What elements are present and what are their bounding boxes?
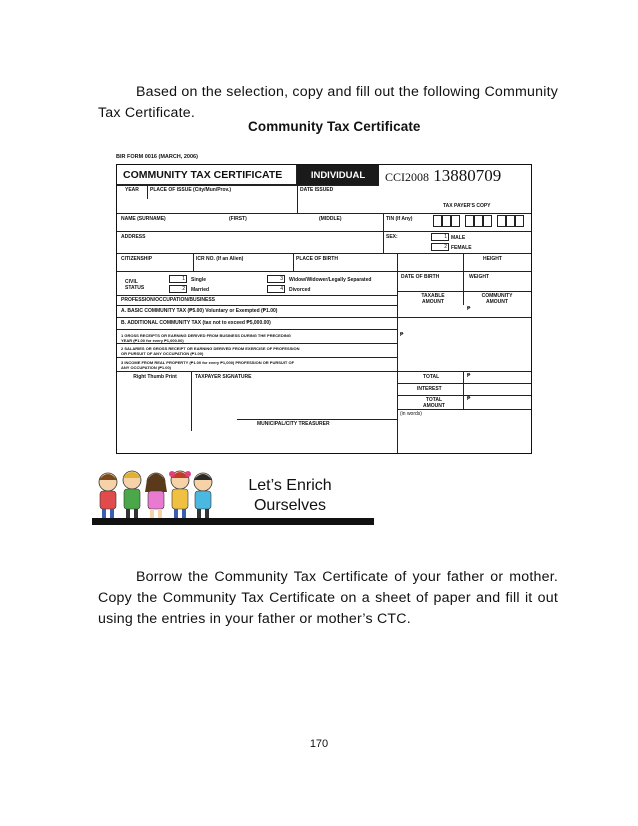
form-type: INDIVIDUAL <box>297 165 379 185</box>
form-heading: Community Tax Certificate <box>248 119 421 134</box>
serial-number: 13880709 <box>433 166 502 185</box>
item-2: 2 SALARIES OR GROSS RECEIPT OR EARNING DERIVED FROM EXERCISE OF PROFESSION OR PURSUIT OF ANY OCCUPATION (₱1.00) <box>121 346 300 356</box>
signature-label: TAXPAYER SIGNATURE <box>195 374 252 380</box>
peso-item: ₱ <box>400 332 404 338</box>
first-label: (FIRST) <box>229 216 247 222</box>
form-title: COMMUNITY TAX CERTIFICATE <box>117 165 297 185</box>
total-amount-label: TOTAL AMOUNT <box>423 397 445 409</box>
female-box: 2 <box>431 243 449 251</box>
bir-form-label: BIR FORM 0016 (MARCH, 2006) <box>116 154 198 160</box>
kid-2 <box>123 471 141 519</box>
peso-total: ₱ <box>467 373 471 379</box>
page-number: 170 <box>309 738 329 750</box>
sex-label: SEX: <box>386 234 398 240</box>
height-label: HEIGHT <box>483 256 502 262</box>
peso-basic: ₱ <box>467 306 471 312</box>
single-label: Single <box>191 277 207 283</box>
place-birth-label: PLACE OF BIRTH <box>296 256 338 262</box>
item-1: 1 GROSS RECEIPTS OR EARNING DERIVED FROM BUSINESS DURING THE PRECEDING YEAR (₱1.00 for every ₱1,000.00) <box>121 333 291 343</box>
address-label: ADDRESS <box>121 234 146 240</box>
taxpayer-copy: TAX PAYER'S COPY <box>443 203 491 209</box>
item-3: 3 INCOME FROM REAL PROPERTY (₱1.00 for every ₱1,000) PROFESSION OR PURSUIT OF ANY OCCUPATION (₱1.00) <box>121 360 295 370</box>
tin-label: TIN (If Any) <box>386 216 413 222</box>
male-box: 1 <box>431 233 449 241</box>
married-box: 2 <box>169 285 187 293</box>
profession-label: PROFESSION/OCCUPATION/BUSINESS <box>121 297 215 303</box>
in-words-label: (in words) <box>400 411 422 417</box>
enrich-title <box>220 476 360 516</box>
treasurer-label: MUNICIPAL/CITY TREASURER <box>257 421 330 427</box>
citizenship-label: CITIZENSHIP <box>121 256 153 262</box>
middle-label: (MIDDLE) <box>319 216 342 222</box>
additional-tax-label: B. ADDITIONAL COMMUNITY TAX (tax not to exceed ₱5,000.00) <box>121 320 271 326</box>
name-label: NAME (SURNAME) <box>121 216 166 222</box>
thumb-label: Right Thumb Print <box>133 374 177 380</box>
peso-total-amount: ₱ <box>467 396 471 402</box>
kid-3 <box>145 473 167 519</box>
interest-label: INTEREST <box>417 386 442 392</box>
form-frame <box>116 164 532 454</box>
place-issue-label: PLACE OF ISSUE (City/Mun/Prov.) <box>150 187 232 193</box>
community-label: COMMUNITY AMOUNT <box>481 293 513 305</box>
total-label: TOTAL <box>423 374 440 380</box>
civil-status-label: CIVIL STATUS <box>125 279 145 291</box>
enrich-title-line-2: Ourselves <box>253 497 327 514</box>
date-issued-label: DATE ISSUED <box>300 187 334 193</box>
activity-paragraph <box>98 567 558 630</box>
single-box: 1 <box>169 275 187 283</box>
serial <box>385 166 501 186</box>
divorced-box: 4 <box>267 285 285 293</box>
year-label: YEAR <box>125 187 139 193</box>
basic-tax-label: A. BASIC COMMUNITY TAX (₱5.00) Voluntary or Exempted (₱1.00) <box>121 308 278 314</box>
intro-text: Based on the selection, copy and fill out the following Community Tax Certificate. <box>98 84 558 122</box>
weight-label: WEIGHT <box>469 274 489 280</box>
male-label: MALE <box>451 235 466 241</box>
activity-text: Borrow the Community Tax Certificate of your father or mother. Copy the Community Tax Certificate on a sheet of paper and fill it out using the entries in your father or mother’s CTC. <box>98 569 558 628</box>
female-label: FEMALE <box>451 245 472 251</box>
community-tax-certificate-form <box>112 150 534 458</box>
kid-4 <box>169 471 191 519</box>
divorced-label: Divorced <box>289 287 311 293</box>
kid-1 <box>99 473 117 519</box>
taxable-label: TAXABLE AMOUNT <box>421 293 445 305</box>
children-clipart-image <box>92 464 217 524</box>
banner-underline <box>92 518 374 525</box>
intro-paragraph <box>98 82 558 124</box>
icr-label: ICR NO. (If an Alien) <box>196 256 244 262</box>
children-clipart <box>92 464 217 524</box>
widow-label: Widow/Widower/Legally Separated <box>289 277 372 283</box>
married-label: Married <box>191 287 210 293</box>
date-birth-label: DATE OF BIRTH <box>401 274 440 280</box>
kid-5 <box>194 473 212 519</box>
widow-box: 3 <box>267 275 285 283</box>
serial-prefix: CCI2008 <box>385 170 430 184</box>
enrich-title-line-1: Let’s Enrich <box>248 477 332 494</box>
